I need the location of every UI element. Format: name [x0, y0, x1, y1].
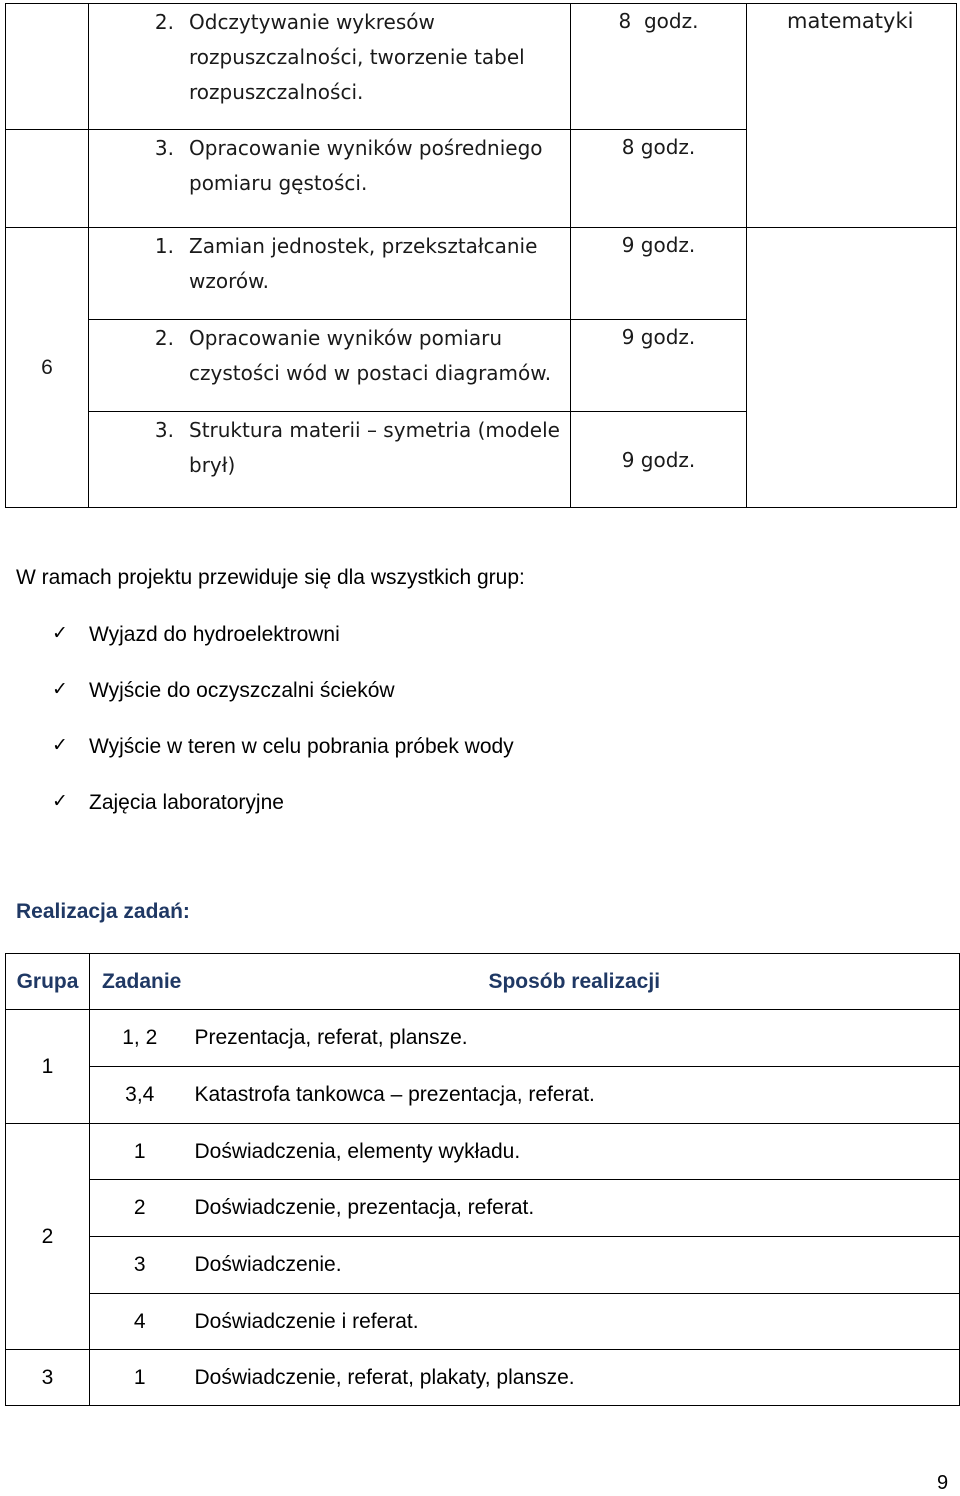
topic-cell	[89, 228, 571, 320]
table-row	[6, 1350, 960, 1406]
checkmark-icon: ✓	[52, 678, 68, 700]
method-cell: Katastrofa tankowca – prezentacja, referat.	[190, 1067, 960, 1124]
topic-number: 1.	[154, 234, 174, 258]
group-cell	[6, 130, 89, 228]
subject-cell	[747, 4, 957, 228]
topic-number: 2.	[154, 10, 174, 34]
task-cell: 1	[90, 1124, 190, 1180]
topic-text: Zamian jednostek, przekształcanie wzorów.	[189, 234, 538, 293]
method-cell: Doświadczenia, elementy wykładu.	[190, 1124, 960, 1180]
realizacja-table	[5, 953, 960, 1406]
checkmark-icon: ✓	[52, 734, 68, 756]
topic-text: Struktura materii – symetria (modele brył)	[189, 418, 560, 477]
hours-value: 9 godz.	[621, 325, 696, 349]
table-row	[6, 4, 957, 130]
topic-number: 3.	[154, 136, 174, 160]
topic-cell	[89, 130, 571, 228]
table-row	[6, 1237, 960, 1294]
table-row	[6, 1180, 960, 1237]
list-item	[52, 676, 514, 732]
table-row	[6, 228, 957, 320]
checkmark-icon: ✓	[52, 622, 68, 644]
subject-cell	[747, 228, 957, 508]
topic-number: 2.	[154, 326, 174, 350]
list-item	[52, 732, 514, 788]
hours-value: 9 godz.	[621, 447, 696, 472]
hours-cell	[571, 412, 747, 508]
table-row	[6, 1294, 960, 1350]
task-cell: 2	[90, 1180, 190, 1237]
list-item	[52, 788, 514, 844]
task-cell: 3,4	[90, 1067, 190, 1124]
list-item-label: Zajęcia laboratoryjne	[89, 791, 284, 814]
topics-table	[5, 3, 957, 508]
topic-text: Opracowanie wyników pośredniego pomiaru gęstości.	[189, 136, 543, 195]
activity-checklist	[52, 620, 514, 844]
topic-text: Odczytywanie wykresów rozpuszczalności, tworzenie tabel rozpuszczalności.	[189, 10, 525, 104]
method-cell: Doświadczenie, prezentacja, referat.	[190, 1180, 960, 1237]
method-cell: Prezentacja, referat, plansze.	[190, 1010, 960, 1067]
hours-value: 8 godz.	[621, 135, 696, 159]
section-title: Realizacja zadań:	[16, 900, 190, 923]
hours-value: 9 godz.	[621, 233, 696, 257]
task-cell: 3	[90, 1237, 190, 1294]
task-cell: 1	[90, 1350, 190, 1406]
header-sposob: Sposób realizacji	[190, 954, 960, 1010]
method-cell: Doświadczenie.	[190, 1237, 960, 1294]
topic-text: Opracowanie wyników pomiaru czystości wód w postaci diagramów.	[189, 326, 552, 385]
group-cell: 1	[6, 1010, 90, 1124]
header-zadanie: Zadanie	[90, 954, 190, 1010]
group-cell: 6	[6, 228, 89, 508]
hours-cell	[571, 4, 747, 130]
list-item-label: Wyjście w teren w celu pobrania próbek wody	[89, 735, 514, 758]
hours-cell	[571, 130, 747, 228]
table-header-row	[6, 954, 960, 1010]
table-row	[6, 1124, 960, 1180]
list-item-label: Wyjazd do hydroelektrowni	[89, 623, 340, 646]
topic-cell	[89, 412, 571, 508]
group-cell: 3	[6, 1350, 90, 1406]
header-grupa: Grupa	[6, 954, 90, 1010]
task-cell: 4	[90, 1294, 190, 1350]
hours-cell	[571, 228, 747, 320]
table-row	[6, 1010, 960, 1067]
checkmark-icon: ✓	[52, 790, 68, 812]
page-number: 9	[937, 1472, 949, 1494]
table-row	[6, 1067, 960, 1124]
intro-text: W ramach projektu przewiduje się dla wszystkich grup:	[16, 566, 525, 589]
method-cell: Doświadczenie i referat.	[190, 1294, 960, 1350]
list-item-label: Wyjście do oczyszczalni ścieków	[89, 679, 395, 702]
method-cell: Doświadczenie, referat, plakaty, plansze.	[190, 1350, 960, 1406]
list-item	[52, 620, 514, 676]
topic-cell	[89, 320, 571, 412]
group-cell: 2	[6, 1124, 90, 1350]
task-cell: 1, 2	[90, 1010, 190, 1067]
subject-value: matematyki	[787, 9, 914, 33]
hours-cell	[571, 320, 747, 412]
hours-value: 8 godz.	[618, 9, 699, 33]
group-cell	[6, 4, 89, 130]
topic-cell	[89, 4, 571, 130]
topic-number: 3.	[154, 418, 174, 442]
